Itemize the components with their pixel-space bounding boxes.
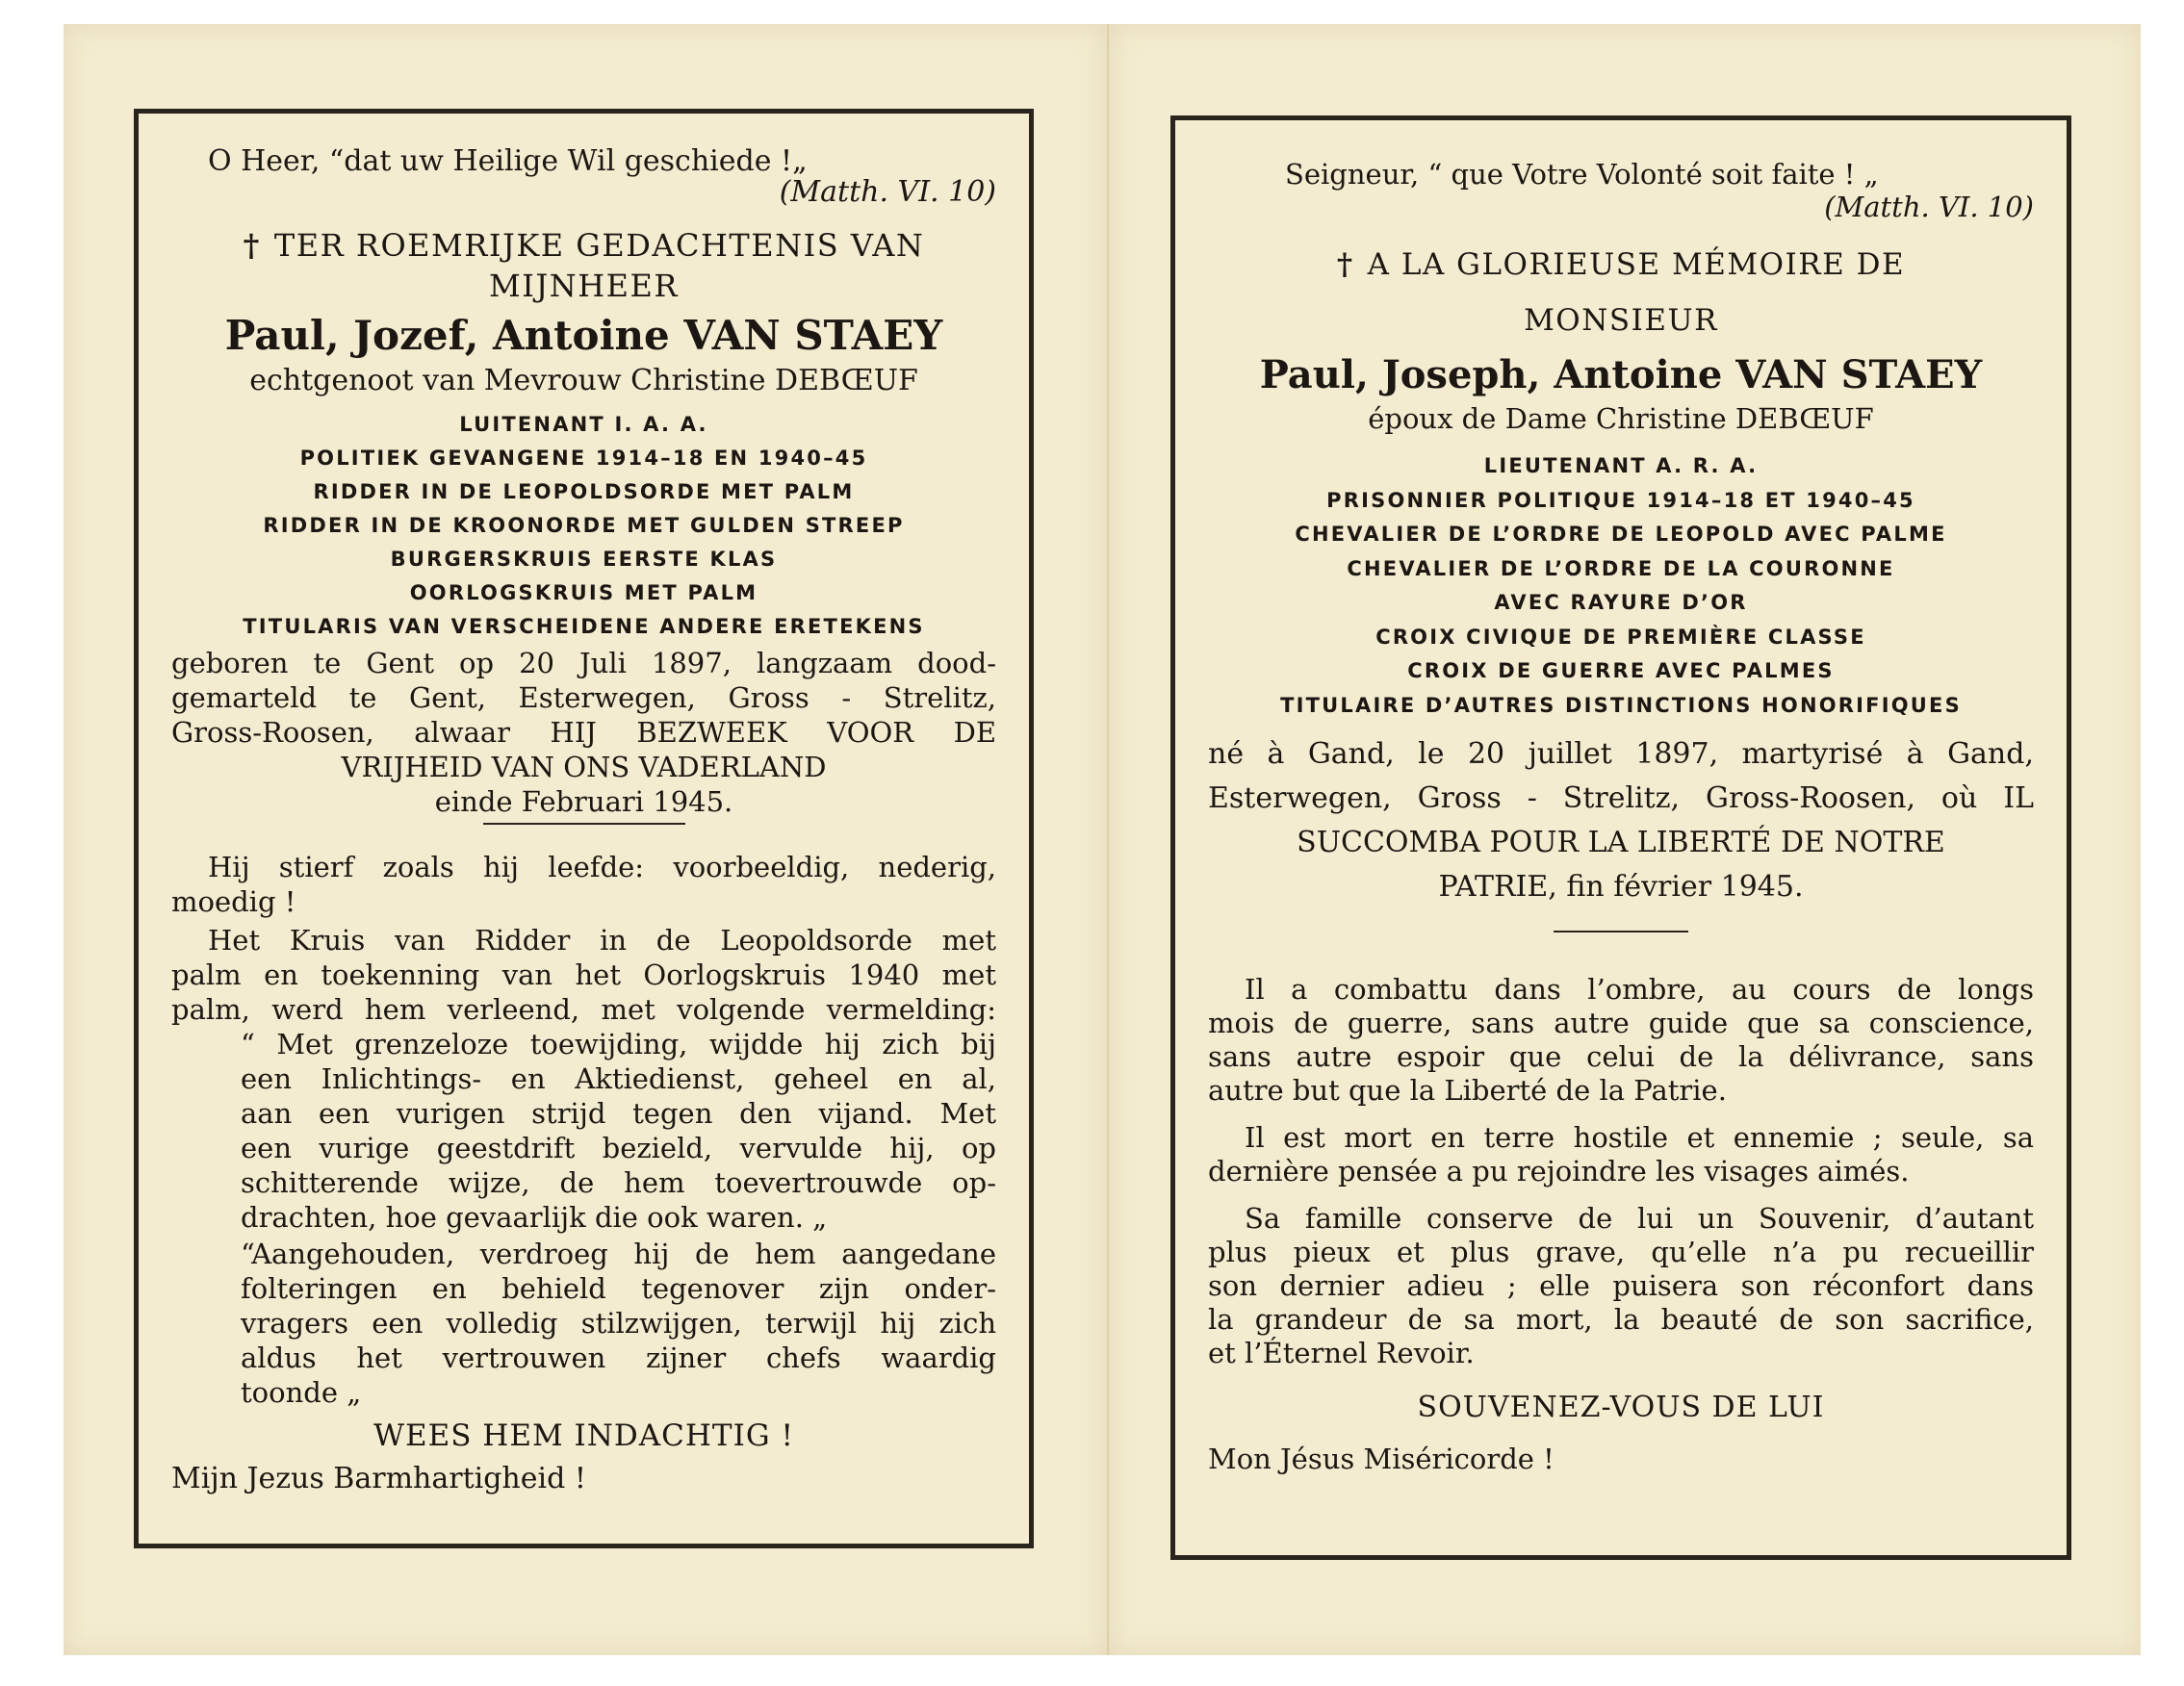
verse-reference: (Matth. VI. 10): [1824, 191, 2034, 223]
remember-line: SOUVENEZ-VOUS DE LUI: [1417, 1391, 1825, 1424]
honor-line: OORLOGSKRUIS MET PALM: [409, 581, 758, 604]
paragraph-3: [1208, 1202, 2034, 1370]
memorial-line-1: A LA GLORIEUSE MÉMOIRE DE: [1367, 247, 1906, 282]
text-line: Sa famille conserve de lui un Souvenir, d’autant: [1245, 1202, 2034, 1235]
verse-reference: (Matth. VI. 10): [779, 175, 996, 209]
honor-line: POLITIEK GEVANGENE 1914–18 EN 1940–45: [299, 447, 868, 470]
text-line: sans autre espoir que celui de la délivrance, sans: [1208, 1040, 2034, 1073]
bio-line: SUCCOMBA POUR LA LIBERTÉ DE NOTRE: [1297, 826, 1945, 859]
verse: Seigneur, “ que Votre Volonté soit faite ! „: [1285, 158, 1879, 191]
honor-line: CHEVALIER DE L’ORDRE DE LEOPOLD AVEC PALME: [1295, 523, 1947, 546]
text-line: Il est mort en terre hostile et ennemie ; seule, sa: [1245, 1121, 2034, 1154]
bio-line: einde Februari 1945.: [434, 785, 733, 818]
text-line: et l’Éternel Revoir.: [1208, 1337, 1475, 1369]
text-line: schitterende wijze, de hem toevertrouwde op-: [241, 1166, 996, 1199]
spouse-line: époux de Dame Christine DEBŒUF: [1368, 402, 1874, 435]
divider: [483, 823, 685, 825]
text-line: drachten, hoe gevaarlijk die ook waren. „: [241, 1201, 828, 1234]
text-line: Het Kruis van Ridder in de Leopoldsorde met: [208, 924, 996, 957]
text-line: la grandeur de sa mort, la beauté de son sacrifice,: [1208, 1303, 2034, 1336]
remember-line: WEES HEM INDACHTIG !: [373, 1418, 794, 1453]
closing-prayer: Mijn Jezus Barmhartigheid !: [171, 1462, 586, 1495]
paragraph-1: [1208, 973, 2034, 1108]
cross-icon: †: [1336, 247, 1354, 282]
text-line: aldus het vertrouwen zijner chefs waardig: [241, 1341, 996, 1374]
text-line: Hij stierf zoals hij leefde: voorbeeldig, nederig,: [208, 851, 996, 883]
memorial-line-1: TER ROEMRIJKE GEDACHTENIS VAN: [273, 227, 925, 264]
memorial-line-2: MIJNHEER: [489, 268, 679, 304]
text-line: autre but que la Liberté de la Patrie.: [1208, 1074, 1727, 1107]
honor-line: LUITENANT I. A. A.: [459, 413, 708, 436]
text-line: palm, werd hem verleend, met volgende vermelding:: [171, 993, 996, 1026]
spouse-line: echtgenoot van Mevrouw Christine DEBŒUF: [249, 364, 918, 397]
text-line: een vurige geestdrift bezield, vervulde hij, op: [241, 1132, 996, 1164]
bio-line: VRIJHEID VAN ONS VADERLAND: [341, 751, 827, 783]
biography: [171, 646, 996, 819]
memorial-heading: [1208, 243, 2034, 342]
text-line: moedig !: [171, 885, 296, 918]
biography: [1208, 732, 2034, 909]
honor-line: LIEUTENANT A. R. A.: [1483, 454, 1759, 477]
honor-line: CROIX DE GUERRE AVEC PALMES: [1407, 659, 1835, 682]
text-line: dernière pensée a pu rejoindre les visages aimés.: [1208, 1155, 1910, 1188]
deceased-name: Paul, Jozef, Antoine VAN STAEY: [224, 312, 943, 359]
text-line: aan een vurigen strijd tegen den vijand. Met: [241, 1097, 996, 1130]
bio-line: né à Gand, le 20 juillet 1897, martyrisé à Gand,: [1208, 737, 2034, 771]
citation-quote-2: [171, 1237, 996, 1410]
text-line: mois de guerre, sans autre guide que sa conscience,: [1208, 1007, 2034, 1039]
honor-line: PRISONNIER POLITIQUE 1914–18 ET 1940–45: [1326, 488, 1915, 512]
citation-quote-1: [171, 1027, 996, 1235]
text-line: plus pieux et plus grave, qu’elle n’a pu recueillir: [1208, 1236, 2034, 1268]
cross-icon: †: [243, 227, 261, 264]
bio-line: gemarteld te Gent, Esterwegen, Gross - Strelitz,: [171, 681, 996, 714]
closing-prayer: Mon Jésus Miséricorde !: [1208, 1443, 1554, 1475]
honors-list: [171, 408, 996, 644]
text-line: een Inlichtings- en Aktiedienst, geheel en al,: [241, 1062, 996, 1095]
bio-line: geboren te Gent op 20 Juli 1897, langzaam dood-: [171, 647, 996, 679]
text-line: Il a combattu dans l’ombre, au cours de longs: [1245, 973, 2034, 1006]
divider: [1554, 931, 1688, 932]
bio-line: Gross-Roosen, alwaar HIJ BEZWEEK VOOR DE: [171, 716, 996, 749]
memorial-card-dutch: [64, 24, 1107, 1655]
paragraph-1: [171, 850, 996, 919]
bio-line: PATRIE, fin février 1945.: [1438, 870, 1804, 904]
paragraph-2: [1208, 1121, 2034, 1188]
honor-line: TITULARIS VAN VERSCHEIDENE ANDERE ERETEKENS: [243, 615, 925, 638]
honor-line: TITULAIRE D’AUTRES DISTINCTIONS HONORIFIQUES: [1280, 693, 1962, 717]
text-line: son dernier adieu ; elle puisera son réconfort dans: [1208, 1269, 2034, 1302]
memorial-frame-french: [1170, 115, 2071, 1560]
text-line: vragers een volledig stilzwijgen, terwijl hij zich: [241, 1307, 996, 1340]
memorial-line-2: MONSIEUR: [1524, 303, 1718, 338]
honor-line: CHEVALIER DE L’ORDRE DE LA COURONNE: [1347, 556, 1895, 580]
honor-line: RIDDER IN DE LEOPOLDSORDE MET PALM: [313, 480, 855, 503]
memorial-card-french: [1107, 24, 2141, 1655]
memorial-frame-dutch: [134, 109, 1034, 1548]
honor-line: BURGERSKRUIS EERSTE KLAS: [390, 548, 778, 571]
honor-line: AVEC RAYURE D’OR: [1494, 591, 1748, 614]
text-line: palm en toekenning van het Oorlogskruis 1940 met: [171, 958, 996, 991]
deceased-name: Paul, Joseph, Antoine VAN STAEY: [1259, 352, 1983, 397]
honor-line: CROIX CIVIQUE DE PREMIÈRE CLASSE: [1375, 625, 1866, 649]
paragraph-2: [171, 923, 996, 1027]
text-line: “Aangehouden, verdroeg hij de hem aangedane: [241, 1238, 996, 1270]
honor-line: RIDDER IN DE KROONORDE MET GULDEN STREEP: [263, 514, 905, 537]
text-line: “ Met grenzeloze toewijding, wijdde hij zich bij: [241, 1028, 996, 1060]
verse: O Heer, “dat uw Heilige Wil geschiede !„: [208, 144, 808, 178]
honors-list: [1208, 449, 2034, 723]
text-line: folteringen en behield tegenover zijn onder-: [241, 1272, 996, 1305]
memorial-heading: [171, 227, 996, 304]
bio-line: Esterwegen, Gross - Strelitz, Gross-Roosen, où IL: [1208, 781, 2034, 815]
text-line: toonde „: [241, 1376, 362, 1409]
